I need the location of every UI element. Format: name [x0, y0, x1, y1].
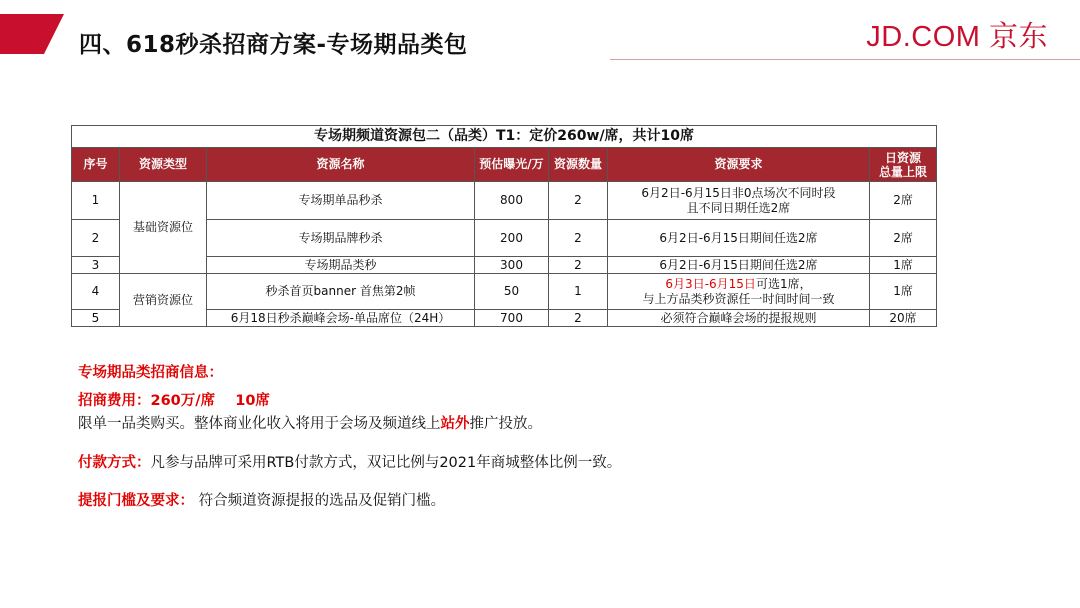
fee-line: 招商费用：260万/席 10席 [78, 393, 270, 409]
table-caption: 专场期频道资源包二（品类）T1：定价260w/席，共计10席 [72, 126, 937, 148]
threshold-label: 提报门槛及要求： [78, 493, 194, 509]
cell-limit: 2席 [870, 220, 937, 257]
table-row [72, 182, 937, 220]
cell-exposure: 700 [475, 310, 549, 327]
jd-logo: JD.COM 京东 [866, 21, 1048, 53]
cell-exposure: 300 [475, 257, 549, 274]
title-accent-bar [0, 14, 64, 54]
resource-table [71, 125, 937, 327]
col-header-type: 资源类型 [120, 148, 207, 182]
threshold-line [78, 489, 445, 510]
table-row [72, 274, 937, 310]
page-title: 四、618秒杀招商方案-专场期品类包 [79, 32, 468, 58]
cell-limit: 2席 [870, 182, 937, 220]
cell-name: 专场期品类秒 [207, 257, 475, 274]
cell-qty: 2 [549, 182, 608, 220]
cell-no: 5 [72, 310, 120, 327]
cell-exposure: 200 [475, 220, 549, 257]
col-header-name: 资源名称 [207, 148, 475, 182]
requirement-line: 且不同日期任选2席 [686, 200, 791, 215]
note-line [78, 412, 542, 433]
cell-no: 1 [72, 182, 120, 220]
cell-no: 3 [72, 257, 120, 274]
col-header-no: 序号 [72, 148, 120, 182]
cell-no: 2 [72, 220, 120, 257]
info-heading: 专场期品类招商信息： [78, 365, 223, 381]
cell-no: 4 [72, 274, 120, 310]
note-emphasis: 站外 [440, 416, 470, 432]
cell-qty: 1 [549, 274, 608, 310]
table-header-row [72, 148, 937, 182]
cell-qty: 2 [549, 220, 608, 257]
col-header-qty: 资源数量 [549, 148, 608, 182]
col-header-exposure: 预估曝光/万 [475, 148, 549, 182]
cell-requirement [608, 182, 870, 220]
requirement-line: 与上方品类秒资源任一时间时间一致 [642, 291, 835, 306]
cell-name: 6月18日秒杀巅峰会场-单品席位（24H） [207, 310, 475, 327]
requirement-line: 6月2日-6月15日非0点场次不同时段 [641, 185, 836, 200]
cell-limit: 20席 [870, 310, 937, 327]
cell-type-basic: 基础资源位 [120, 182, 207, 274]
note-text: 推广投放。 [469, 416, 542, 432]
payment-label: 付款方式： [78, 455, 151, 471]
requirement-line [610, 277, 867, 292]
requirement-text: 可选1席， [755, 276, 812, 291]
cell-requirement: 6月2日-6月15日期间任选2席 [608, 220, 870, 257]
cell-qty: 2 [549, 310, 608, 327]
col-header-daily-limit: 日资源 总量上限 [870, 148, 937, 182]
header-divider [610, 59, 1080, 60]
cell-name: 秒杀首页banner 首焦第2帧 [207, 274, 475, 310]
cell-qty: 2 [549, 257, 608, 274]
threshold-text: 符合频道资源提报的选品及促销门槛。 [194, 493, 446, 509]
note-text: 限单一品类购买。整体商业化收入将用于会场及频道线上 [78, 416, 441, 432]
payment-text: 凡参与品牌可采用RTB付款方式，双记比例与2021年商城整体比例一致。 [150, 455, 622, 471]
cell-exposure: 50 [475, 274, 549, 310]
cell-requirement: 6月2日-6月15日期间任选2席 [608, 257, 870, 274]
cell-requirement [608, 274, 870, 310]
col-header-requirement: 资源要求 [608, 148, 870, 182]
cell-limit: 1席 [870, 257, 937, 274]
table-caption-row [72, 126, 937, 148]
cell-requirement: 必须符合巅峰会场的提报规则 [608, 310, 870, 327]
cell-name: 专场期品牌秒杀 [207, 220, 475, 257]
requirement-date-highlight: 6月3日-6月15日 [665, 276, 756, 291]
cell-exposure: 800 [475, 182, 549, 220]
cell-name: 专场期单品秒杀 [207, 182, 475, 220]
payment-line [78, 451, 621, 472]
cell-type-marketing: 营销资源位 [120, 274, 207, 327]
cell-limit: 1席 [870, 274, 937, 310]
